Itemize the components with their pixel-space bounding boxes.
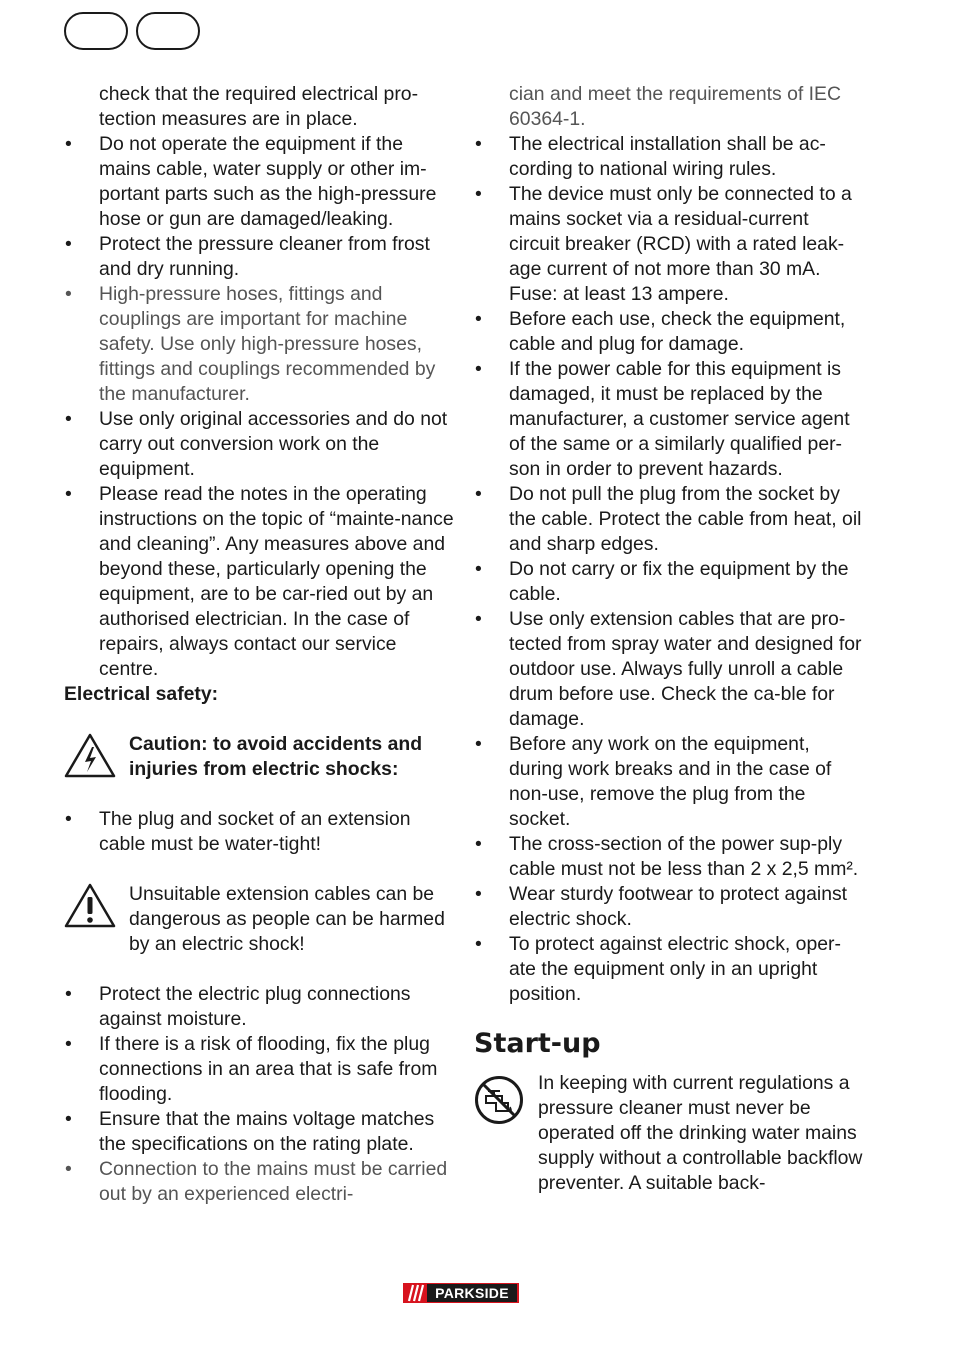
startup-block [474, 1071, 864, 1196]
list-item: • High-pressure hoses, fittings and couplings are important for machine safety. Use only high-pressure hoses, fittings and couplings recommended by the manufacturer. [64, 282, 456, 407]
list-item: • The device must only be connected to a mains socket via a residual-current circuit breaker (RCD) with a rated leak-age current of not more than 30 mA. Fuse: at least 13 ampere. [474, 182, 864, 307]
startup-heading: Start-up [474, 1028, 601, 1059]
list-item: • Do not carry or fix the equipment by the cable. [474, 557, 864, 607]
list-item: • Protect the pressure cleaner from frost and dry running. [64, 232, 456, 282]
logo-slashes-icon [405, 1283, 427, 1303]
caution-text: Caution: to avoid accidents and injuries from electric shocks: [129, 733, 423, 780]
list-item: • The plug and socket of an extension cable must be water-tight! [64, 807, 456, 857]
list-item: • Wear sturdy footwear to protect against electric shock. [474, 882, 864, 932]
list-item: • Use only original accessories and do not carry out conversion work on the equipment. [64, 407, 456, 482]
electric-shock-warning-icon [64, 732, 116, 778]
list-item: • The cross-section of the power sup-ply cable must not be less than 2 x 2,5 mm². [474, 832, 864, 882]
language-tab-left [64, 12, 128, 50]
list-item: • Ensure that the mains voltage matches the specifications on the rating plate. [64, 1107, 456, 1157]
no-drinking-water-connection-icon [474, 1075, 524, 1125]
warning-block [64, 882, 456, 957]
language-tab-right [136, 12, 200, 50]
right-column [474, 82, 864, 1196]
list-item: • Protect the electric plug connections against moisture. [64, 982, 456, 1032]
list-item: • Do not pull the plug from the socket by the cable. Protect the cable from heat, oil and sharp edges. [474, 482, 864, 557]
list-item: • Do not operate the equipment if the mains cable, water supply or other im-portant parts such as the high-pressure hose or gun are damaged/leaking. [64, 132, 456, 232]
caution-block [64, 732, 456, 782]
list-item: • To protect against electric shock, oper-ate the equipment only in an upright position. [474, 932, 864, 1007]
warning-text: Unsuitable extension cables can be dangerous as people can be harmed by an electric shock! [129, 883, 445, 955]
list-item: • Before each use, check the equipment, cable and plug for damage. [474, 307, 864, 357]
startup-text: In keeping with current regulations a pressure cleaner must never be operated off the drinking water mains supply without a controllable backflow preventer. A suitable back- [538, 1072, 863, 1194]
left-column [64, 82, 456, 1207]
continued-text: cian and meet the requirements of IEC 60364-1. [509, 83, 841, 130]
exclamation-warning-icon [64, 882, 116, 928]
list-item: • If there is a risk of flooding, fix the plug connections in an area that is safe from flooding. [64, 1032, 456, 1107]
list-item: • Before any work on the equipment, during work breaks and in the case of non-use, remove the plug from the socket. [474, 732, 864, 832]
list-item: • Connection to the mains must be carried out by an experienced electri- [64, 1157, 456, 1207]
list-item: • Use only extension cables that are pro-tected from spray water and designed for outdoor use. Always fully unroll a cable drum before use. Check the ca-ble for damage. [474, 607, 864, 732]
electrical-safety-heading: Electrical safety: [64, 683, 219, 705]
brand-name: PARKSIDE [427, 1284, 517, 1302]
list-item: • If the power cable for this equipment is damaged, it must be replaced by the manufacturer, a customer service agent of the same or a similarly qualified per-son in order to prevent hazards. [474, 357, 864, 482]
list-item: • Please read the notes in the operating instructions on the topic of “mainte-nance and cleaning”. Any measures above and beyond these, particularly opening the equipment, are to be car-ried out by an authorised electrician. In the case of repairs, always contact our service centre. [64, 482, 456, 682]
continued-text: check that the required electrical pro- tection measures are in place. [99, 83, 419, 130]
list-item: • The electrical installation shall be ac-cording to national wiring rules. [474, 132, 864, 182]
parkside-logo [403, 1283, 519, 1303]
